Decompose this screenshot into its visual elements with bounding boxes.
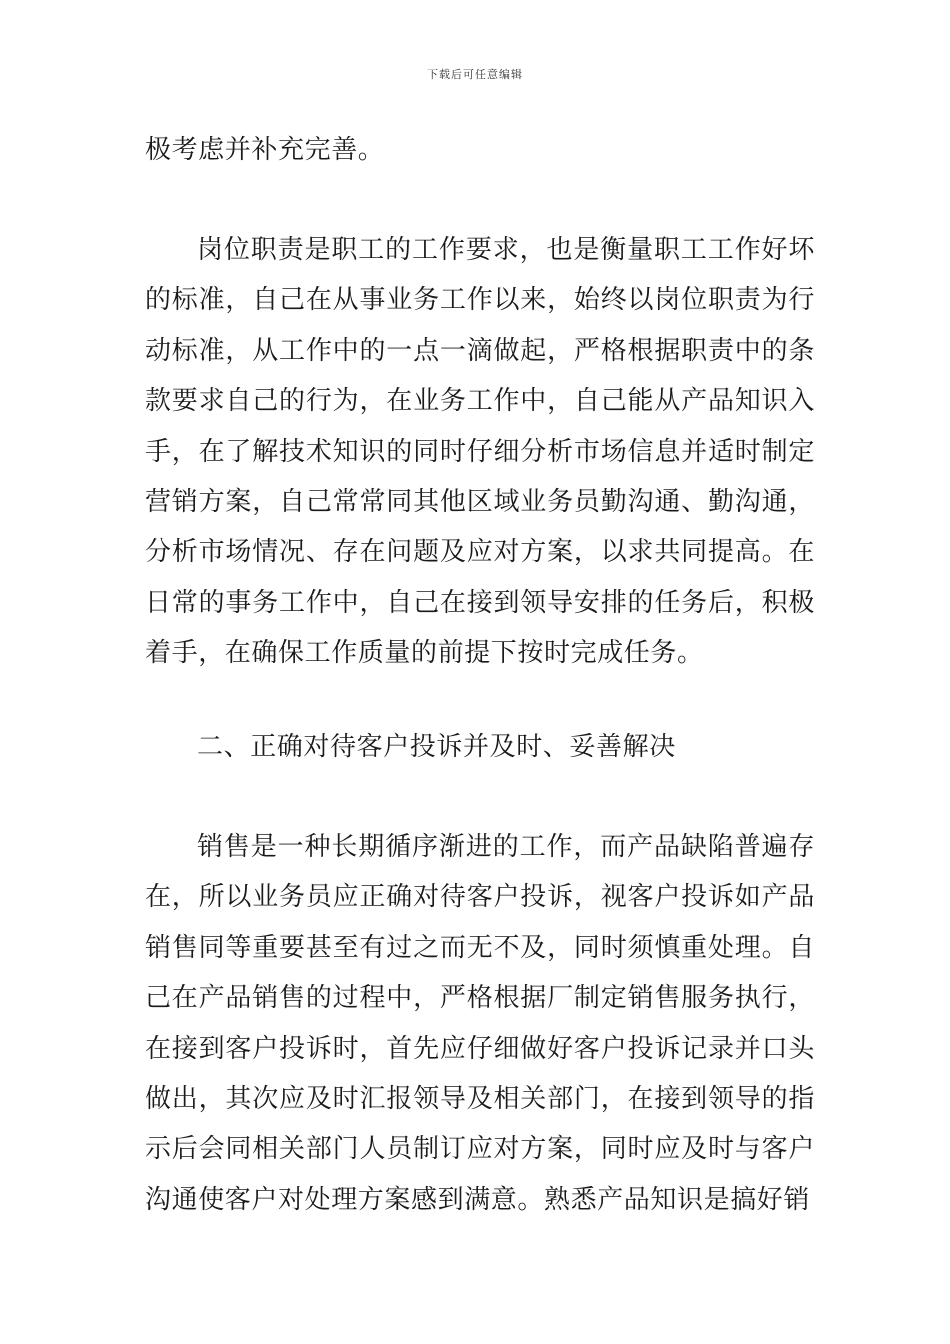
header-note: 下载后可任意编辑	[427, 68, 523, 81]
section-heading: 二、正确对待客户投诉并及时、妥善解决	[197, 732, 676, 762]
paragraph-continuation: 极考虑并补充完善。	[145, 135, 385, 165]
paragraph-job-duties: 岗位职责是职工的工作要求，也是衡量职工工作好坏的标准，自己在从事业务工作以来，始终以岗位职责为行动标准，从工作中的一点一滴做起，严格根据职责中的条款要求自己的行为，在业务工作中，自己能从产品知识入手，在了解技术知识的同时仔细分析市场信息并适时制定营销方案，自己常常同其他区域业务员勤沟通、勤沟通，分析市场情况、存在问题及应对方案，以求共同提高。在日常的事务工作中，自己在接到领导安排的任务后，积极着手，在确保工作质量的前提下按时完成任务。	[145, 235, 815, 669]
paragraph-customer-complaints: 销售是一种长期循序渐进的工作，而产品缺陷普遍存在，所以业务员应正确对待客户投诉，视客户投诉如产品销售同等重要甚至有过之而无不及，同时须慎重处理。自己在产品销售的过程中，严格根据厂制定销售服务执行，在接到客户投诉时，首先应仔细做好客户投诉记录并口头做出，其次应及时汇报领导及相关部门，在接到领导的指示后会同相关部门人员制订应对方案，同时应及时与客户沟通使客户对处理方案感到满意。熟悉产品知识是搞好销	[145, 832, 815, 1215]
